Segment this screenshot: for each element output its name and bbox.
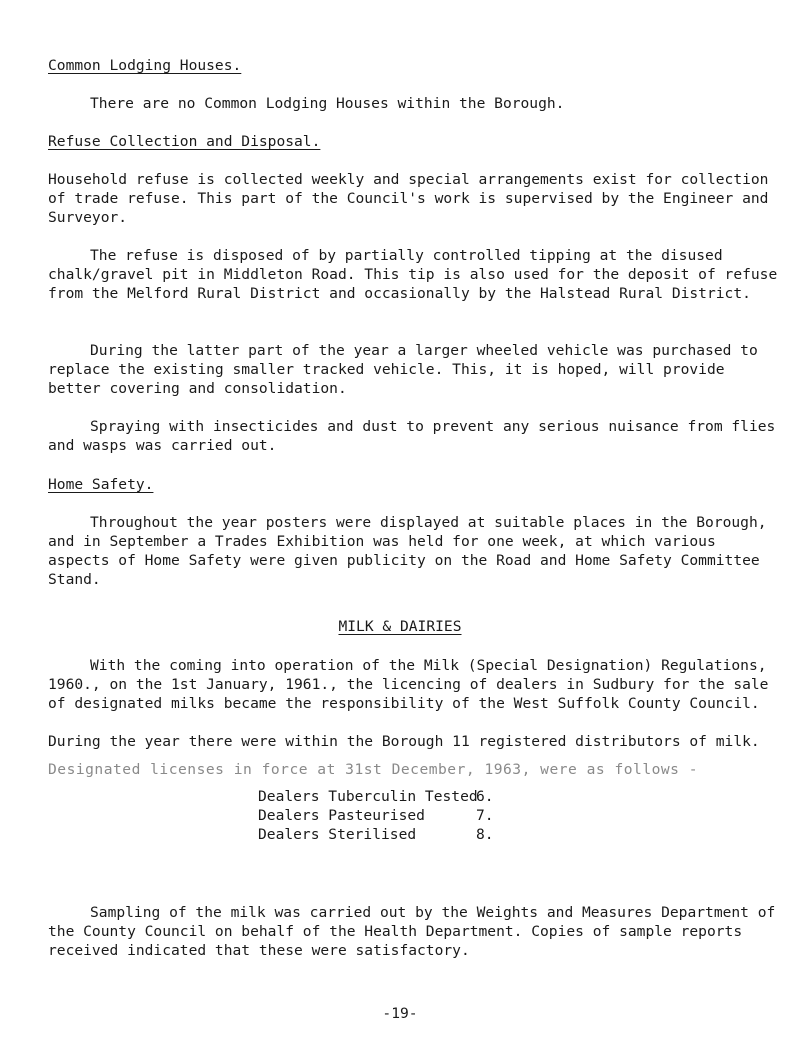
- paragraph-refuse-1: Household refuse is collected weekly and special arrangements exist for collection of trade refuse. This part of the Council's work is supervised by the Engineer and Surveyor.: [48, 171, 769, 226]
- paragraph-refuse-4: Spraying with insecticides and dust to prevent any serious nuisance from flies and wasps was carried out.: [48, 418, 776, 454]
- licence-label: Dealers Tuberculin Tested: [258, 788, 478, 805]
- licence-value: 7.: [476, 807, 494, 824]
- heading-refuse-collection: Refuse Collection and Disposal.: [48, 133, 321, 150]
- page-number: -19-: [382, 1005, 418, 1022]
- paragraph-milk-1: With the coming into operation of the Milk (Special Designation) Regulations, 1960., on the 1st January, 1961., the licencing of dealers in Sudbury for the sale of designated milks became the responsibility of the West Suffolk County Council.: [48, 657, 769, 712]
- paragraph-refuse-3: During the latter part of the year a larger wheeled vehicle was purchased to replace the existing smaller tracked vehicle. This, it is hoped, will provide better covering and consolidation.: [48, 342, 758, 397]
- licence-row: [258, 825, 494, 844]
- licence-value: 6.: [476, 788, 494, 805]
- licence-row: [258, 806, 494, 825]
- paragraph-milk-3: Sampling of the milk was carried out by the Weights and Measures Department of the County Council on behalf of the Health Department. Copies of sample reports received indicated that these were satisfactory.: [48, 904, 776, 959]
- licence-label: Dealers Sterilised: [258, 826, 417, 843]
- faded-licences-line: Designated licenses in force at 31st December, 1963, were as follows -: [48, 761, 699, 778]
- paragraph-refuse-2: The refuse is disposed of by partially controlled tipping at the disused chalk/gravel pit in Middleton Road. This tip is also used for the deposit of refuse from the Melford Rural District and occasionally by the Halstead Rural District.: [48, 247, 778, 302]
- licence-value: 8.: [476, 826, 494, 843]
- licences-table: [258, 787, 494, 844]
- licence-label: Dealers Pasteurised: [258, 807, 425, 824]
- paragraph-milk-2: During the year there were within the Borough 11 registered distributors of milk.: [48, 733, 760, 750]
- heading-home-safety: Home Safety.: [48, 476, 154, 493]
- heading-common-lodging-houses: Common Lodging Houses.: [48, 57, 242, 74]
- paragraph-home-safety: Throughout the year posters were displayed at suitable places in the Borough, and in September a Trades Exhibition was held for one week, at which various aspects of Home Safety were given publicity on the Road and Home Safety Committee Stand.: [48, 514, 767, 588]
- licence-row: [258, 787, 494, 806]
- heading-milk-dairies: MILK & DAIRIES: [338, 618, 462, 635]
- paragraph-lodging: There are no Common Lodging Houses within the Borough.: [90, 95, 565, 112]
